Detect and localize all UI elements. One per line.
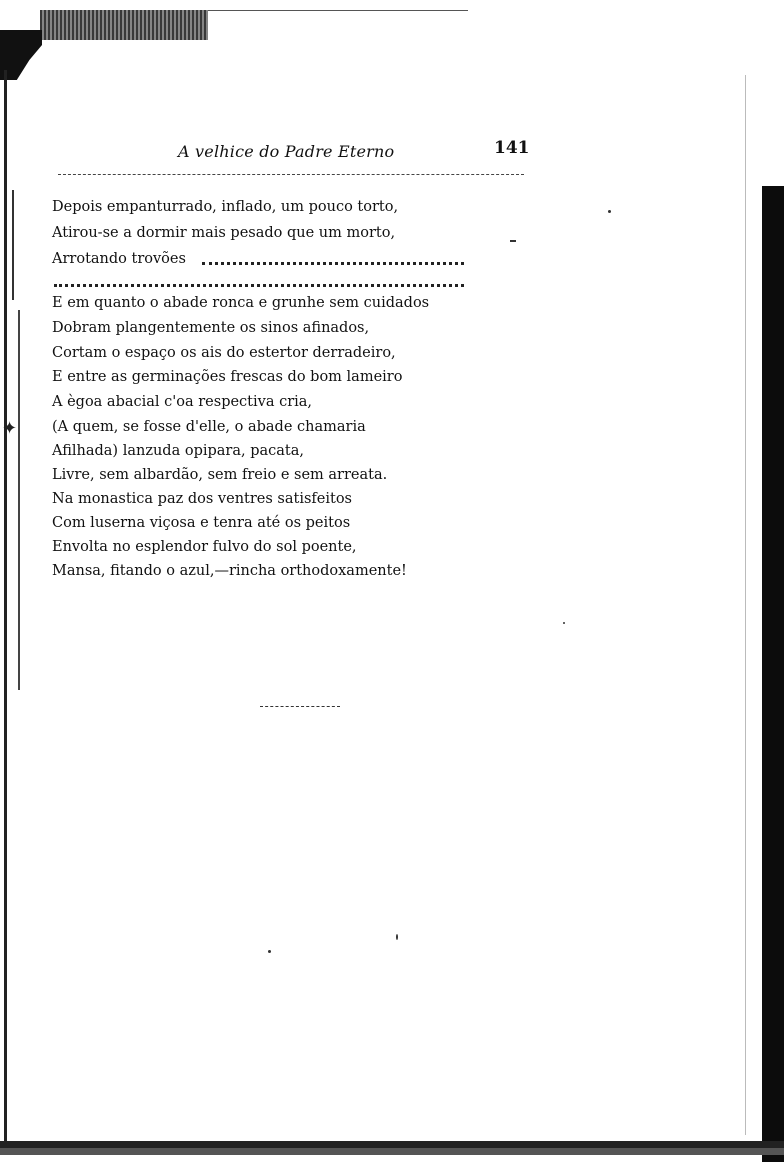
poem-line: E entre as germinações frescas do bom lameiro <box>52 369 403 385</box>
margin-mark-icon: ✦ <box>2 418 18 439</box>
header-rule <box>58 174 524 175</box>
speck <box>510 240 516 242</box>
poem-line: Envolta no esplendor fulvo do sol poente, <box>52 539 357 555</box>
dot-leader <box>202 262 464 265</box>
speck <box>268 950 271 953</box>
scan-artifact-left-edge-2 <box>12 190 14 300</box>
poem-line: Com luserna viçosa e tenra até os peitos <box>52 515 351 531</box>
scan-artifact-right-bar <box>762 186 784 1162</box>
running-title: A velhice do Padre Eterno <box>178 142 395 161</box>
speck <box>396 934 398 940</box>
scan-artifact-bottom-bar <box>0 1141 784 1155</box>
poem-line: Na monastica paz dos ventres satisfeitos <box>52 491 352 507</box>
poem-line: Mansa, fitando o azul,—rincha orthodoxamente! <box>52 563 407 579</box>
poem-line: Cortam o espaço os ais do estertor derradeiro, <box>52 345 396 361</box>
speck <box>608 210 611 213</box>
poem-line: A ègoa abacial c'oa respectiva cria, <box>52 394 313 410</box>
scan-artifact-left-edge <box>4 70 7 1150</box>
poem-line: E em quanto o abade ronca e grunhe sem cuidados <box>52 295 430 311</box>
poem-line: Dobram plangentemente os sinos afinados, <box>52 320 370 336</box>
end-rule <box>260 706 340 707</box>
page-number: 141 <box>494 138 530 158</box>
poem-line: Livre, sem albardão, sem freio e sem arreata. <box>52 467 388 483</box>
scan-artifact-top-strip <box>40 10 208 40</box>
scan-artifact-left-edge-3 <box>18 310 20 690</box>
ellipsis-line <box>54 284 464 287</box>
poem-line: Atirou-se a dormir mais pesado que um morto, <box>52 225 396 241</box>
speck <box>563 622 565 624</box>
poem-line: Arrotando trovões <box>52 251 186 267</box>
scan-artifact-top-line <box>208 10 468 11</box>
scan-artifact-right-line <box>745 75 746 1135</box>
poem-line: (A quem, se fosse d'elle, o abade chamaria <box>52 419 366 435</box>
poem-line: Afilhada) lanzuda opipara, pacata, <box>52 443 304 459</box>
poem-line: Depois empanturrado, inflado, um pouco torto, <box>52 199 399 215</box>
